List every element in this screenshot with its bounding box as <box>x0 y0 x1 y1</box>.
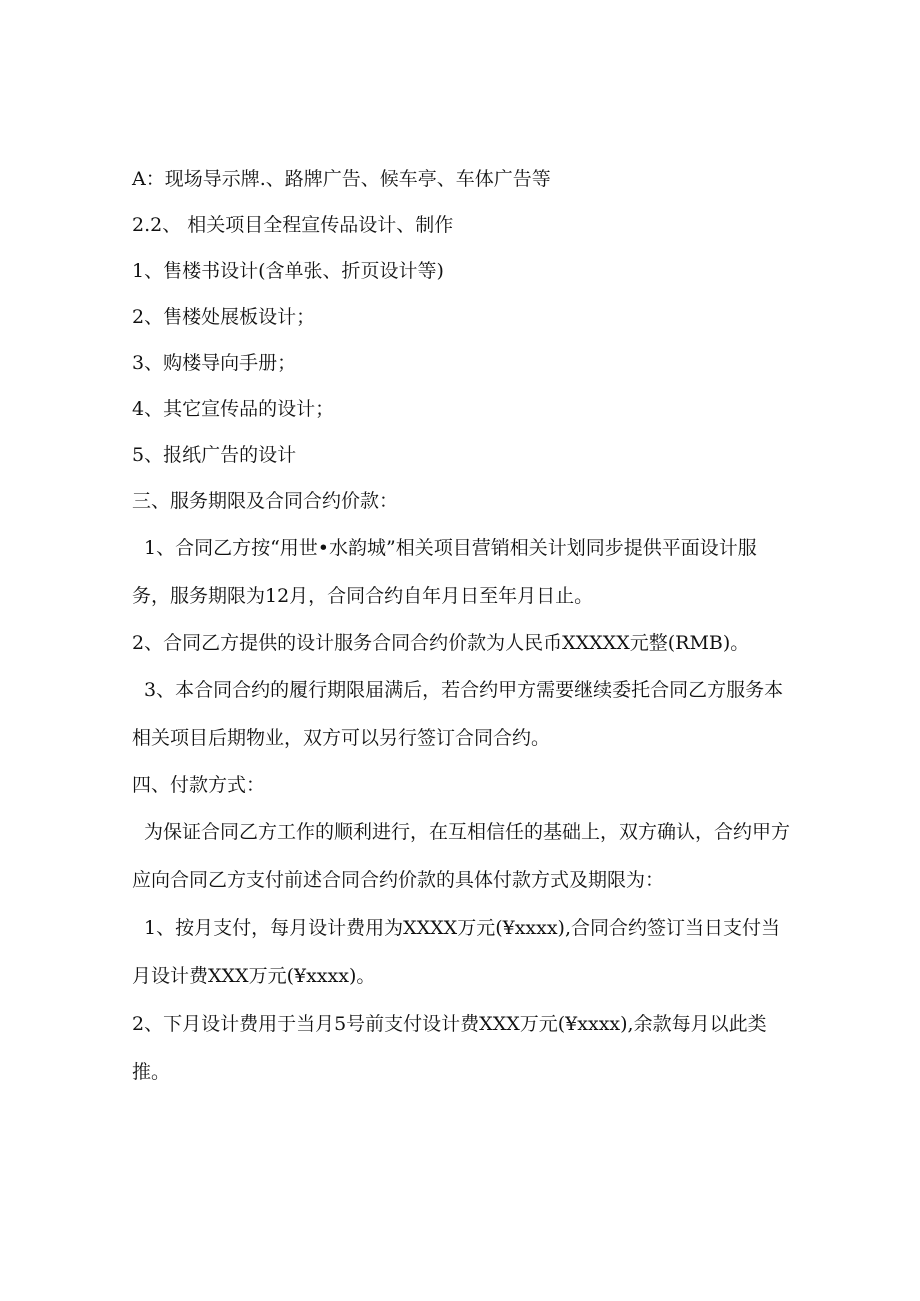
paragraph-payment-2: 2、下月设计费用于当月5号前支付设计费XXX万元(¥xxxx),余款每月以此类推。 <box>132 1013 767 1083</box>
paragraph-1: A：现场导示牌.、路牌广告、候车亭、车体广告等 <box>132 168 551 190</box>
paragraph-6: 4、其它宣传品的设计； <box>132 398 335 420</box>
section-heading-service-term: 三、服务期限及合同合约价款： <box>132 490 399 512</box>
paragraph-3: 1、售楼书设计(含单张、折页设计等) <box>132 260 444 282</box>
paragraph-2: 2.2、 相关项目全程宣传品设计、制作 <box>132 214 454 236</box>
section-heading-payment: 四、付款方式： <box>132 774 266 796</box>
paragraph-5: 3、购楼导向手册； <box>132 352 297 374</box>
paragraph-payment-intro: 为保证合同乙方工作的顺利进行，在互相信任的基础上，双方确认，合约甲方应向合同乙方支付前述合同合约价款的具体付款方式及期限为： <box>132 821 791 891</box>
paragraph-4: 2、售楼处展板设计； <box>132 306 316 328</box>
document-body <box>132 156 792 1096</box>
paragraph-7: 5、报纸广告的设计 <box>132 444 297 466</box>
paragraph-service-term-3: 3、本合同合约的履行期限届满后，若合约甲方需要继续委托合同乙方服务本相关项目后期物业，双方可以另行签订合同合约。 <box>132 679 784 749</box>
paragraph-service-term-2: 2、合同乙方提供的设计服务合同合约价款为人民币XXXXX元整(RMB)。 <box>132 632 750 654</box>
paragraph-payment-1: 1、按月支付，每月设计费用为XXXX万元(¥xxxx),合同合约签订当日支付当月设计费XXX万元(¥xxxx)。 <box>132 917 781 987</box>
paragraph-service-term-1: 1、合同乙方按“用世•水韵城”相关项目营销相关计划同步提供平面设计服务，服务期限为12月，合同合约自年月日至年月日止。 <box>132 537 757 607</box>
